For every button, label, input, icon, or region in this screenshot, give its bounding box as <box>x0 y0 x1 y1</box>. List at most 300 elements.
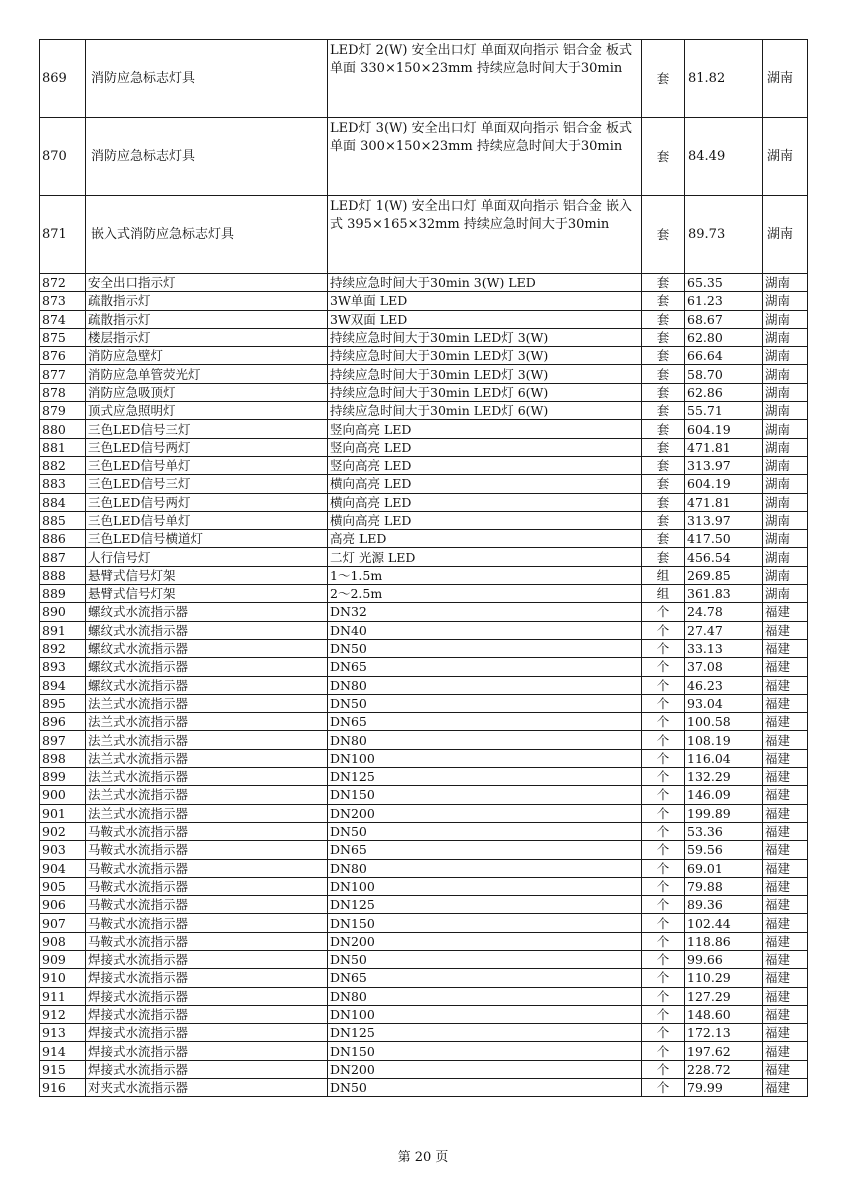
item-region: 福建 <box>763 1005 808 1023</box>
item-number: 869 <box>40 40 86 118</box>
table-row <box>40 731 808 749</box>
item-price: 313.97 <box>685 511 763 529</box>
item-spec: DN65 <box>328 658 642 676</box>
item-price: 46.23 <box>685 676 763 694</box>
item-price: 417.50 <box>685 530 763 548</box>
item-spec: 竖向高亮 LED <box>328 420 642 438</box>
item-price: 172.13 <box>685 1024 763 1042</box>
item-name: 悬臂式信号灯架 <box>86 566 328 584</box>
item-name: 三色LED信号两灯 <box>86 438 328 456</box>
item-number: 915 <box>40 1060 86 1078</box>
table-row <box>40 530 808 548</box>
table-row <box>40 877 808 895</box>
item-region: 福建 <box>763 841 808 859</box>
item-number: 883 <box>40 475 86 493</box>
item-unit: 套 <box>642 493 685 511</box>
item-name: 消防应急吸顶灯 <box>86 383 328 401</box>
table-row <box>40 196 808 274</box>
item-number: 889 <box>40 585 86 603</box>
item-unit: 个 <box>642 749 685 767</box>
item-unit: 个 <box>642 1079 685 1097</box>
item-price: 58.70 <box>685 365 763 383</box>
item-number: 872 <box>40 274 86 292</box>
item-name: 马鞍式水流指示器 <box>86 932 328 950</box>
table-row <box>40 365 808 383</box>
item-unit: 套 <box>642 40 685 118</box>
item-number: 904 <box>40 859 86 877</box>
item-spec: 持续应急时间大于30min LED灯 3(W) <box>328 328 642 346</box>
item-name: 焊接式水流指示器 <box>86 1024 328 1042</box>
table-row <box>40 40 808 118</box>
item-region: 湖南 <box>763 548 808 566</box>
table-row <box>40 987 808 1005</box>
item-spec: 3W单面 LED <box>328 292 642 310</box>
item-number: 874 <box>40 310 86 328</box>
item-unit: 套 <box>642 118 685 196</box>
item-unit: 个 <box>642 658 685 676</box>
item-spec: DN32 <box>328 603 642 621</box>
item-number: 909 <box>40 950 86 968</box>
item-name: 消防应急标志灯具 <box>86 118 328 196</box>
table-row <box>40 914 808 932</box>
item-name: 三色LED信号两灯 <box>86 493 328 511</box>
item-unit: 个 <box>642 896 685 914</box>
item-name: 焊接式水流指示器 <box>86 950 328 968</box>
item-region: 湖南 <box>763 40 808 118</box>
item-name: 焊接式水流指示器 <box>86 1005 328 1023</box>
item-unit: 个 <box>642 676 685 694</box>
item-price: 66.64 <box>685 347 763 365</box>
item-name: 楼层指示灯 <box>86 328 328 346</box>
item-spec: DN50 <box>328 639 642 657</box>
item-region: 福建 <box>763 1024 808 1042</box>
item-name: 法兰式水流指示器 <box>86 804 328 822</box>
item-spec: DN200 <box>328 1060 642 1078</box>
item-number: 895 <box>40 694 86 712</box>
item-spec: 3W双面 LED <box>328 310 642 328</box>
item-number: 914 <box>40 1042 86 1060</box>
item-name: 安全出口指示灯 <box>86 274 328 292</box>
table-row <box>40 859 808 877</box>
item-region: 福建 <box>763 896 808 914</box>
item-unit: 套 <box>642 438 685 456</box>
item-name: 螺纹式水流指示器 <box>86 639 328 657</box>
table-row <box>40 804 808 822</box>
item-unit: 套 <box>642 347 685 365</box>
item-number: 912 <box>40 1005 86 1023</box>
table-row <box>40 639 808 657</box>
item-name: 法兰式水流指示器 <box>86 749 328 767</box>
item-number: 913 <box>40 1024 86 1042</box>
item-spec: DN150 <box>328 914 642 932</box>
table-row <box>40 1079 808 1097</box>
item-region: 福建 <box>763 859 808 877</box>
item-spec: 持续应急时间大于30min LED灯 3(W) <box>328 347 642 365</box>
item-price: 604.19 <box>685 420 763 438</box>
item-number: 886 <box>40 530 86 548</box>
item-number: 907 <box>40 914 86 932</box>
item-name: 法兰式水流指示器 <box>86 713 328 731</box>
item-number: 888 <box>40 566 86 584</box>
table-row <box>40 749 808 767</box>
item-unit: 个 <box>642 841 685 859</box>
item-number: 905 <box>40 877 86 895</box>
item-spec: DN80 <box>328 987 642 1005</box>
item-name: 马鞍式水流指示器 <box>86 841 328 859</box>
item-unit: 套 <box>642 383 685 401</box>
item-name: 法兰式水流指示器 <box>86 768 328 786</box>
item-number: 870 <box>40 118 86 196</box>
item-price: 199.89 <box>685 804 763 822</box>
item-spec: 二灯 光源 LED <box>328 548 642 566</box>
item-number: 880 <box>40 420 86 438</box>
table-row <box>40 822 808 840</box>
item-price: 65.35 <box>685 274 763 292</box>
item-price: 89.73 <box>685 196 763 274</box>
item-spec: DN100 <box>328 749 642 767</box>
item-spec: DN125 <box>328 768 642 786</box>
table-row <box>40 438 808 456</box>
item-name: 焊接式水流指示器 <box>86 969 328 987</box>
item-region: 福建 <box>763 822 808 840</box>
item-number: 881 <box>40 438 86 456</box>
item-region: 湖南 <box>763 475 808 493</box>
item-region: 福建 <box>763 694 808 712</box>
item-spec: DN80 <box>328 676 642 694</box>
item-name: 嵌入式消防应急标志灯具 <box>86 196 328 274</box>
item-price: 110.29 <box>685 969 763 987</box>
item-price: 33.13 <box>685 639 763 657</box>
item-region: 福建 <box>763 1079 808 1097</box>
item-price: 116.04 <box>685 749 763 767</box>
item-region: 福建 <box>763 731 808 749</box>
item-region: 湖南 <box>763 511 808 529</box>
item-name: 马鞍式水流指示器 <box>86 859 328 877</box>
item-region: 湖南 <box>763 118 808 196</box>
table-row <box>40 621 808 639</box>
item-name: 顶式应急照明灯 <box>86 402 328 420</box>
item-spec: DN125 <box>328 896 642 914</box>
item-region: 湖南 <box>763 196 808 274</box>
table-row <box>40 676 808 694</box>
item-unit: 个 <box>642 950 685 968</box>
table-row <box>40 950 808 968</box>
item-name: 法兰式水流指示器 <box>86 694 328 712</box>
item-price: 361.83 <box>685 585 763 603</box>
table-row <box>40 786 808 804</box>
item-unit: 个 <box>642 639 685 657</box>
item-spec: LED灯 3(W) 安全出口灯 单面双向指示 铝合金 板式单面 300×150×23mm 持续应急时间大于30min <box>328 118 642 196</box>
item-region: 湖南 <box>763 274 808 292</box>
table-row <box>40 383 808 401</box>
item-name: 螺纹式水流指示器 <box>86 658 328 676</box>
item-spec: 持续应急时间大于30min LED灯 6(W) <box>328 383 642 401</box>
item-unit: 套 <box>642 548 685 566</box>
item-spec: DN65 <box>328 969 642 987</box>
item-price: 269.85 <box>685 566 763 584</box>
item-region: 湖南 <box>763 310 808 328</box>
item-name: 悬臂式信号灯架 <box>86 585 328 603</box>
item-price: 93.04 <box>685 694 763 712</box>
item-unit: 个 <box>642 768 685 786</box>
item-spec: DN40 <box>328 621 642 639</box>
item-region: 福建 <box>763 932 808 950</box>
item-price: 100.58 <box>685 713 763 731</box>
item-region: 福建 <box>763 749 808 767</box>
item-number: 871 <box>40 196 86 274</box>
item-unit: 个 <box>642 804 685 822</box>
item-spec: DN100 <box>328 877 642 895</box>
item-price: 197.62 <box>685 1042 763 1060</box>
item-region: 湖南 <box>763 530 808 548</box>
item-price: 146.09 <box>685 786 763 804</box>
item-name: 马鞍式水流指示器 <box>86 822 328 840</box>
item-name: 消防应急单管荧光灯 <box>86 365 328 383</box>
table-row <box>40 548 808 566</box>
table-row <box>40 274 808 292</box>
item-name: 马鞍式水流指示器 <box>86 877 328 895</box>
item-unit: 套 <box>642 328 685 346</box>
table-row <box>40 475 808 493</box>
item-unit: 个 <box>642 1042 685 1060</box>
item-number: 916 <box>40 1079 86 1097</box>
item-region: 福建 <box>763 914 808 932</box>
item-price: 59.56 <box>685 841 763 859</box>
item-unit: 套 <box>642 402 685 420</box>
item-number: 908 <box>40 932 86 950</box>
item-unit: 个 <box>642 621 685 639</box>
item-region: 湖南 <box>763 585 808 603</box>
item-spec: 2～2.5m <box>328 585 642 603</box>
item-price: 53.36 <box>685 822 763 840</box>
item-number: 890 <box>40 603 86 621</box>
item-region: 福建 <box>763 1042 808 1060</box>
item-unit: 个 <box>642 987 685 1005</box>
item-name: 焊接式水流指示器 <box>86 1060 328 1078</box>
table-row <box>40 768 808 786</box>
item-unit: 套 <box>642 292 685 310</box>
item-price: 24.78 <box>685 603 763 621</box>
item-region: 福建 <box>763 768 808 786</box>
item-number: 902 <box>40 822 86 840</box>
item-price: 127.29 <box>685 987 763 1005</box>
item-region: 湖南 <box>763 402 808 420</box>
item-spec: 高亮 LED <box>328 530 642 548</box>
item-name: 法兰式水流指示器 <box>86 786 328 804</box>
item-number: 911 <box>40 987 86 1005</box>
item-region: 福建 <box>763 786 808 804</box>
item-spec: 横向高亮 LED <box>328 511 642 529</box>
item-number: 900 <box>40 786 86 804</box>
item-price: 471.81 <box>685 493 763 511</box>
table-row <box>40 292 808 310</box>
item-region: 福建 <box>763 676 808 694</box>
item-number: 892 <box>40 639 86 657</box>
table-row <box>40 511 808 529</box>
item-number: 901 <box>40 804 86 822</box>
item-price: 89.36 <box>685 896 763 914</box>
item-spec: DN100 <box>328 1005 642 1023</box>
item-price: 79.88 <box>685 877 763 895</box>
item-price: 84.49 <box>685 118 763 196</box>
item-name: 三色LED信号单灯 <box>86 456 328 474</box>
item-region: 湖南 <box>763 566 808 584</box>
table-row <box>40 1024 808 1042</box>
item-price: 228.72 <box>685 1060 763 1078</box>
item-number: 887 <box>40 548 86 566</box>
item-price: 55.71 <box>685 402 763 420</box>
item-unit: 个 <box>642 877 685 895</box>
item-number: 910 <box>40 969 86 987</box>
item-price: 61.23 <box>685 292 763 310</box>
item-spec: DN200 <box>328 804 642 822</box>
item-number: 906 <box>40 896 86 914</box>
table-row <box>40 310 808 328</box>
table-row <box>40 841 808 859</box>
item-name: 三色LED信号三灯 <box>86 420 328 438</box>
item-region: 福建 <box>763 621 808 639</box>
item-number: 899 <box>40 768 86 786</box>
item-region: 福建 <box>763 603 808 621</box>
item-name: 疏散指示灯 <box>86 310 328 328</box>
item-price: 27.47 <box>685 621 763 639</box>
page-number: 第 20 页 <box>397 1150 449 1165</box>
table-row <box>40 603 808 621</box>
item-price: 102.44 <box>685 914 763 932</box>
item-unit: 个 <box>642 713 685 731</box>
item-price: 62.86 <box>685 383 763 401</box>
item-unit: 套 <box>642 365 685 383</box>
item-region: 福建 <box>763 713 808 731</box>
item-unit: 个 <box>642 822 685 840</box>
item-region: 湖南 <box>763 456 808 474</box>
item-number: 873 <box>40 292 86 310</box>
item-unit: 个 <box>642 969 685 987</box>
item-spec: DN80 <box>328 731 642 749</box>
item-region: 福建 <box>763 877 808 895</box>
table-row <box>40 402 808 420</box>
item-region: 湖南 <box>763 420 808 438</box>
item-unit: 个 <box>642 694 685 712</box>
item-name: 螺纹式水流指示器 <box>86 621 328 639</box>
table-row <box>40 585 808 603</box>
item-price: 604.19 <box>685 475 763 493</box>
item-spec: DN150 <box>328 786 642 804</box>
item-region: 福建 <box>763 969 808 987</box>
item-spec: LED灯 1(W) 安全出口灯 单面双向指示 铝合金 嵌入式 395×165×32mm 持续应急时间大于30min <box>328 196 642 274</box>
item-number: 903 <box>40 841 86 859</box>
item-price: 148.60 <box>685 1005 763 1023</box>
item-region: 福建 <box>763 658 808 676</box>
item-name: 螺纹式水流指示器 <box>86 676 328 694</box>
item-unit: 个 <box>642 731 685 749</box>
item-price: 313.97 <box>685 456 763 474</box>
table-row <box>40 1060 808 1078</box>
item-spec: DN80 <box>328 859 642 877</box>
item-unit: 套 <box>642 530 685 548</box>
item-spec: 持续应急时间大于30min 3(W) LED <box>328 274 642 292</box>
table-row <box>40 328 808 346</box>
item-number: 879 <box>40 402 86 420</box>
item-unit: 个 <box>642 1024 685 1042</box>
item-price: 471.81 <box>685 438 763 456</box>
item-spec: 持续应急时间大于30min LED灯 6(W) <box>328 402 642 420</box>
item-spec: DN65 <box>328 841 642 859</box>
item-number: 898 <box>40 749 86 767</box>
item-name: 马鞍式水流指示器 <box>86 914 328 932</box>
item-number: 882 <box>40 456 86 474</box>
item-region: 福建 <box>763 987 808 1005</box>
item-price: 118.86 <box>685 932 763 950</box>
item-unit: 个 <box>642 859 685 877</box>
item-price: 456.54 <box>685 548 763 566</box>
item-name: 消防应急标志灯具 <box>86 40 328 118</box>
item-unit: 套 <box>642 196 685 274</box>
item-unit: 套 <box>642 456 685 474</box>
item-number: 885 <box>40 511 86 529</box>
item-number: 878 <box>40 383 86 401</box>
item-spec: DN50 <box>328 694 642 712</box>
item-spec: DN50 <box>328 822 642 840</box>
table-row <box>40 932 808 950</box>
item-price: 69.01 <box>685 859 763 877</box>
table-row <box>40 1005 808 1023</box>
item-price: 81.82 <box>685 40 763 118</box>
item-name: 螺纹式水流指示器 <box>86 603 328 621</box>
item-name: 对夹式水流指示器 <box>86 1079 328 1097</box>
item-unit: 个 <box>642 1005 685 1023</box>
item-spec: DN150 <box>328 1042 642 1060</box>
item-region: 湖南 <box>763 438 808 456</box>
table-row <box>40 347 808 365</box>
item-price: 37.08 <box>685 658 763 676</box>
item-spec: DN200 <box>328 932 642 950</box>
item-number: 877 <box>40 365 86 383</box>
item-name: 三色LED信号三灯 <box>86 475 328 493</box>
table-row <box>40 658 808 676</box>
item-region: 福建 <box>763 804 808 822</box>
item-spec: DN50 <box>328 950 642 968</box>
item-unit: 个 <box>642 1060 685 1078</box>
table-row <box>40 118 808 196</box>
item-name: 三色LED信号单灯 <box>86 511 328 529</box>
item-number: 875 <box>40 328 86 346</box>
table-row <box>40 566 808 584</box>
item-name: 消防应急壁灯 <box>86 347 328 365</box>
item-spec: 竖向高亮 LED <box>328 438 642 456</box>
item-unit: 套 <box>642 475 685 493</box>
item-unit: 套 <box>642 310 685 328</box>
table-row <box>40 713 808 731</box>
table-row <box>40 456 808 474</box>
item-price: 108.19 <box>685 731 763 749</box>
item-unit: 套 <box>642 420 685 438</box>
item-unit: 组 <box>642 585 685 603</box>
item-unit: 套 <box>642 274 685 292</box>
item-region: 福建 <box>763 1060 808 1078</box>
item-number: 894 <box>40 676 86 694</box>
item-unit: 个 <box>642 603 685 621</box>
item-number: 876 <box>40 347 86 365</box>
item-number: 896 <box>40 713 86 731</box>
item-spec: LED灯 2(W) 安全出口灯 单面双向指示 铝合金 板式单面 330×150×23mm 持续应急时间大于30min <box>328 40 642 118</box>
item-price: 79.99 <box>685 1079 763 1097</box>
item-region: 湖南 <box>763 347 808 365</box>
price-table <box>39 39 808 1097</box>
item-spec: DN65 <box>328 713 642 731</box>
item-unit: 个 <box>642 786 685 804</box>
table-row <box>40 694 808 712</box>
